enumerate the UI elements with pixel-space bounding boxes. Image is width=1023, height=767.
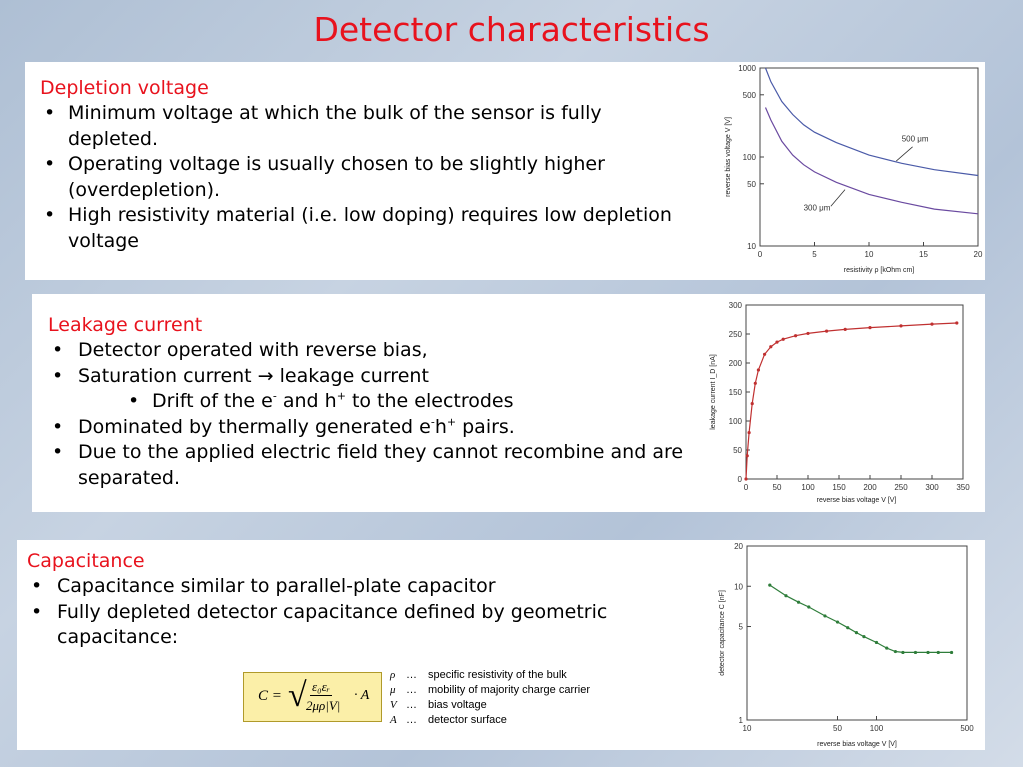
legend-text: detector surface [428,714,507,726]
y-tick-label: 1 [738,716,743,725]
x-tick-label: 10 [864,250,874,259]
data-point [914,651,917,654]
leakage-sub-bullet [48,389,688,415]
leakage-bullet-4: • Due to the applied electric field they cannot recombine and are separated. [48,440,688,491]
bullet3-text-c: pairs. [456,415,515,438]
x-tick-label: 100 [869,724,884,733]
y-tick-label: 500 [742,90,756,100]
leakage-bullet-2 [48,364,688,390]
y-tick-label: 10 [734,582,743,592]
formula-numerator: ε₀εᵣ [312,679,330,694]
data-point [807,605,810,608]
x-tick-label: 10 [742,724,752,733]
data-point [757,368,760,371]
data-point [955,321,958,324]
legend-row [390,713,590,728]
depletion-bullet-1: • Minimum voltage at which the bulk of the sensor is fully depleted. [40,101,690,152]
y-tick-label: 200 [728,359,742,368]
y-axis-label: reverse bias voltage V [V] [725,117,732,197]
data-point [926,651,929,654]
annotation-500um: 500 μm [901,134,929,144]
data-point [950,651,953,654]
x-tick-label: 50 [772,483,782,492]
data-point [744,477,747,480]
slide-title: Detector characteristics [313,10,710,49]
legend-row [390,668,590,683]
data-point [937,651,940,654]
capacitance-bullet-2: • Fully depleted detector capacitance defined by geometric capacitance: [27,600,647,651]
formula-legend [390,668,590,728]
data-point [930,323,933,326]
x-tick-label: 20 [973,250,983,259]
formula-denominator: 2μρ|V| [306,698,341,713]
capacitance-plot [712,540,984,750]
data-point [899,324,902,327]
data-point [797,601,800,604]
legend-dots: … [406,699,417,711]
x-tick-label: 15 [919,250,928,259]
legend-text: bias voltage [428,699,487,711]
y-tick-label: 5 [738,622,743,632]
legend-dots: … [406,669,417,681]
plot-frame [760,68,978,246]
data-point [794,334,797,337]
y-tick-label: 100 [742,153,756,162]
annotation-300um: 300 μm [803,203,831,213]
sub-sup-2: + [336,389,346,403]
leakage-bullet-1: • Detector operated with reverse bias, [48,338,688,364]
data-point [844,328,847,331]
legend-text: mobility of majority charge carrier [428,684,590,696]
formula-tail: · A [354,688,370,703]
leakage-bullet-2-start: Saturation current [78,364,258,387]
legend-text: specific resistivity of the bulk [428,669,567,681]
depletion-text [40,75,690,254]
x-tick-label: 0 [757,250,763,259]
x-tick-label: 50 [833,724,842,733]
y-tick-label: 150 [728,388,742,397]
legend-symbol: ρ [390,669,396,681]
depletion-voltage-chart [718,62,984,280]
data-point [746,454,749,457]
data-point [763,353,766,356]
series-line [766,108,979,214]
leakage-current-chart [705,294,975,512]
plot-frame [746,305,963,479]
data-point [769,345,772,348]
sub-sup-1: - [272,389,277,403]
legend-symbol: μ [390,684,396,696]
data-point [885,646,888,649]
leakage-heading: Leakage current [48,314,203,336]
data-point [862,635,865,638]
data-point [751,402,754,405]
legend-dots: … [406,684,417,696]
arrow-icon: → [257,364,274,387]
x-tick-label: 150 [832,483,846,492]
depletion-bullet-3: • High resistivity material (i.e. low doping) requires low depletion voltage [40,203,690,254]
y-tick-label: 10 [747,242,756,251]
y-tick-label: 20 [734,542,743,551]
depletion-plot [718,62,984,280]
x-tick-label: 100 [801,483,815,492]
x-tick-label: 500 [960,724,974,733]
leakage-bullet-2-end: leakage current [273,364,429,387]
capacitance-chart [712,540,984,750]
y-tick-label: 300 [728,301,742,310]
y-tick-label: 50 [733,446,742,455]
bullet3-text-a: Dominated by thermally generated e [78,415,431,438]
y-axis-label: leakage current I_D [nA] [710,354,717,430]
leakage-text [48,312,688,491]
legend-row [390,698,590,713]
y-tick-label: 1000 [738,64,756,73]
x-tick-label: 5 [812,250,817,259]
bullet3-text-b: h [434,415,447,438]
x-tick-label: 0 [743,483,749,492]
capacitance-heading: Capacitance [27,550,145,572]
y-tick-label: 0 [737,475,742,484]
sub-text-b: and h [276,390,337,412]
data-point [868,326,871,329]
y-axis-label: detector capacitance C [nF] [719,590,726,676]
x-tick-label: 350 [956,483,970,492]
legend-row [390,683,590,698]
data-point [901,651,904,654]
data-point [748,431,751,434]
sub-text-c: to the electrodes [345,390,514,412]
leakage-plot [705,294,975,512]
legend-dots: … [406,714,417,726]
depletion-heading: Depletion voltage [40,77,209,99]
series-line [746,323,957,479]
legend-symbol: A [390,714,397,726]
series-line [770,585,952,652]
x-tick-label: 250 [894,483,908,492]
annotation-arrow [831,190,845,207]
data-point [894,650,897,653]
x-axis-label: reverse bias voltage V [V] [817,741,897,748]
y-tick-label: 50 [747,179,756,189]
bullet3-sup-2: + [446,415,457,429]
data-point [875,641,878,644]
sqrt-symbol: √ [288,677,307,714]
data-point [806,332,809,335]
sub-text-a: Drift of the e [152,390,273,412]
depletion-bullet-2: • Operating voltage is usually chosen to be slightly higher (overdepletion). [40,152,690,203]
data-point [754,382,757,385]
y-tick-label: 100 [728,417,742,426]
data-point [775,341,778,344]
data-point [855,631,858,634]
capacitance-formula [243,672,382,722]
data-point [846,626,849,629]
capacitance-text [27,548,647,651]
data-point [782,338,785,341]
formula-lhs: C = [258,688,282,704]
data-point [823,614,826,617]
data-point [825,330,828,333]
x-axis-label: resistivity ρ [kOhm cm] [843,267,915,274]
leakage-bullet-3 [48,415,688,441]
bullet3-sup-1: - [430,415,435,429]
data-point [836,620,839,623]
legend-symbol: V [390,699,397,711]
x-tick-label: 300 [925,483,939,492]
x-tick-label: 200 [863,483,877,492]
data-point [768,584,771,587]
y-tick-label: 250 [728,330,742,339]
capacitance-bullet-1: • Capacitance similar to parallel-plate capacitor [27,574,647,600]
x-axis-label: reverse bias voltage V [V] [816,497,897,504]
annotation-arrow [896,147,912,161]
data-point [784,594,787,597]
